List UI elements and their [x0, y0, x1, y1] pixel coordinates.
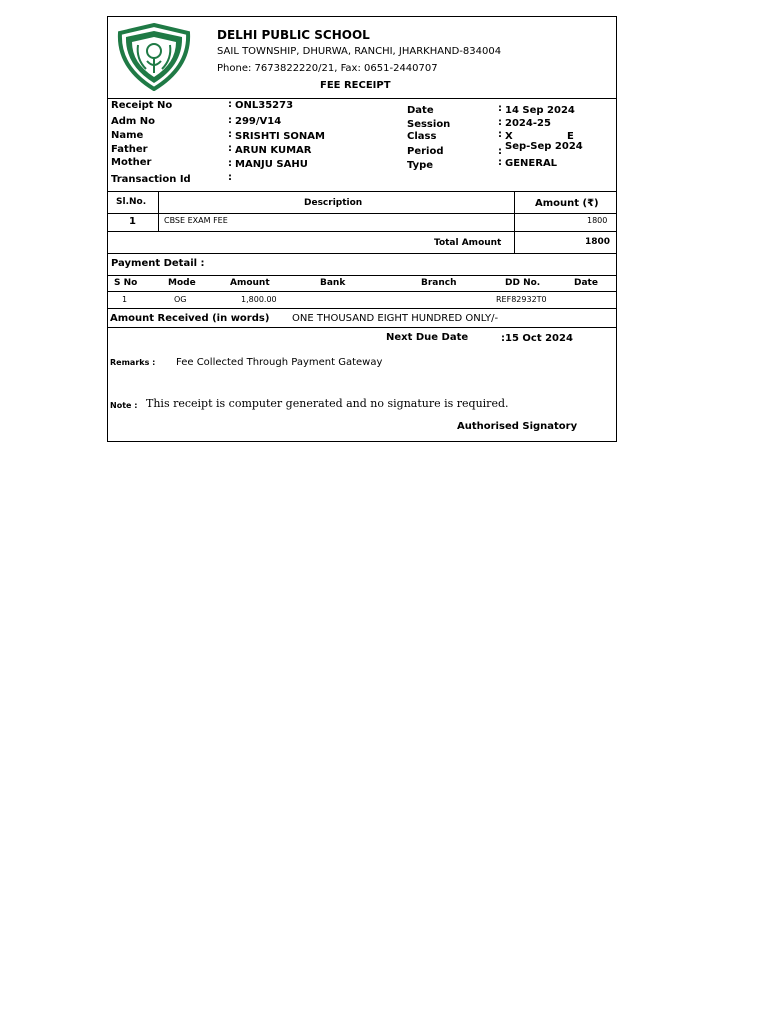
date-label: Date [407, 105, 434, 116]
divider [108, 291, 616, 292]
name-label: Name [111, 130, 144, 141]
session-label: Session [407, 119, 451, 130]
school-name: DELHI PUBLIC SCHOOL [217, 28, 370, 42]
payment-header-date: Date [574, 278, 598, 288]
fee-header-amount: Amount (₹) [535, 198, 599, 209]
father-label: Father [111, 144, 148, 155]
amount-words-value: ONE THOUSAND EIGHT HUNDRED ONLY/- [292, 313, 499, 324]
period-value: Sep-Sep 2024 [505, 141, 583, 152]
name-colon: : [228, 129, 232, 140]
receipt-no-value: ONL35273 [235, 100, 294, 111]
amount-words-label: Amount Received (in words) [110, 313, 270, 324]
adm-no-colon: : [228, 115, 232, 126]
type-colon: : [498, 157, 502, 168]
note-label: Note : [110, 401, 138, 410]
next-due-date-label: Next Due Date [386, 332, 469, 343]
school-phone: Phone: 7673822220/21, Fax: 0651-2440707 [217, 63, 438, 74]
payment-row-ddno: REF82932T0 [496, 295, 547, 304]
type-value: GENERAL [505, 158, 558, 169]
session-colon: : [498, 117, 502, 128]
mother-label: Mother [111, 157, 152, 168]
father-value: ARUN KUMAR [235, 145, 312, 156]
school-logo-icon [116, 23, 192, 91]
fee-row-slno: 1 [129, 216, 136, 227]
payment-header-ddno: DD No. [505, 278, 541, 288]
fee-row-amount: 1800 [587, 216, 608, 225]
adm-no-value: 299/V14 [235, 116, 282, 127]
fee-row-description: CBSE EXAM FEE [164, 216, 228, 225]
payment-header-branch: Branch [421, 278, 457, 288]
remarks-value: Fee Collected Through Payment Gateway [176, 357, 383, 368]
divider [108, 275, 616, 276]
total-amount-value: 1800 [585, 237, 611, 247]
session-value: 2024-25 [505, 118, 551, 129]
payment-row-amount: 1,800.00 [241, 295, 277, 304]
note-value: This receipt is computer generated and no signature is required. [146, 397, 509, 410]
divider [108, 98, 616, 99]
transaction-id-colon: : [228, 172, 232, 183]
class-colon: : [498, 129, 502, 140]
fee-header-slno: Sl.No. [116, 197, 147, 207]
receipt-no-label: Receipt No [111, 100, 173, 111]
mother-value: MANJU SAHU [235, 159, 308, 170]
payment-detail-title: Payment Detail : [111, 258, 205, 269]
authorised-signatory: Authorised Signatory [457, 421, 578, 432]
payment-header-sno: S No [114, 278, 138, 288]
payment-header-mode: Mode [168, 278, 196, 288]
section-value: E [567, 131, 574, 142]
remarks-label: Remarks : [110, 358, 156, 367]
receipt-title: FEE RECEIPT [320, 80, 391, 91]
payment-header-amount: Amount [230, 278, 270, 288]
divider [108, 327, 616, 328]
total-amount-label: Total Amount [434, 238, 502, 248]
payment-row-mode: OG [174, 295, 187, 304]
divider [108, 308, 616, 309]
date-value: 14 Sep 2024 [505, 105, 575, 116]
next-due-date-value: :15 Oct 2024 [501, 333, 573, 344]
divider [108, 253, 616, 254]
father-colon: : [228, 143, 232, 154]
divider [158, 191, 159, 231]
type-label: Type [407, 160, 434, 171]
divider [108, 231, 616, 232]
mother-colon: : [228, 158, 232, 169]
period-label: Period [407, 146, 444, 157]
fee-header-description: Description [304, 198, 363, 208]
payment-header-bank: Bank [320, 278, 346, 288]
divider [108, 213, 616, 214]
date-colon: : [498, 103, 502, 114]
school-address: SAIL TOWNSHIP, DHURWA, RANCHI, JHARKHAND-834004 [217, 46, 502, 57]
divider [514, 191, 515, 253]
fee-receipt [107, 16, 617, 442]
name-value: SRISHTI SONAM [235, 131, 325, 142]
class-label: Class [407, 131, 437, 142]
class-value: X [505, 131, 513, 142]
transaction-id-label: Transaction Id [111, 174, 191, 185]
payment-row-sno: 1 [122, 295, 128, 304]
divider [108, 191, 616, 192]
period-colon: : [498, 146, 502, 157]
adm-no-label: Adm No [111, 116, 156, 127]
receipt-no-colon: : [228, 99, 232, 110]
